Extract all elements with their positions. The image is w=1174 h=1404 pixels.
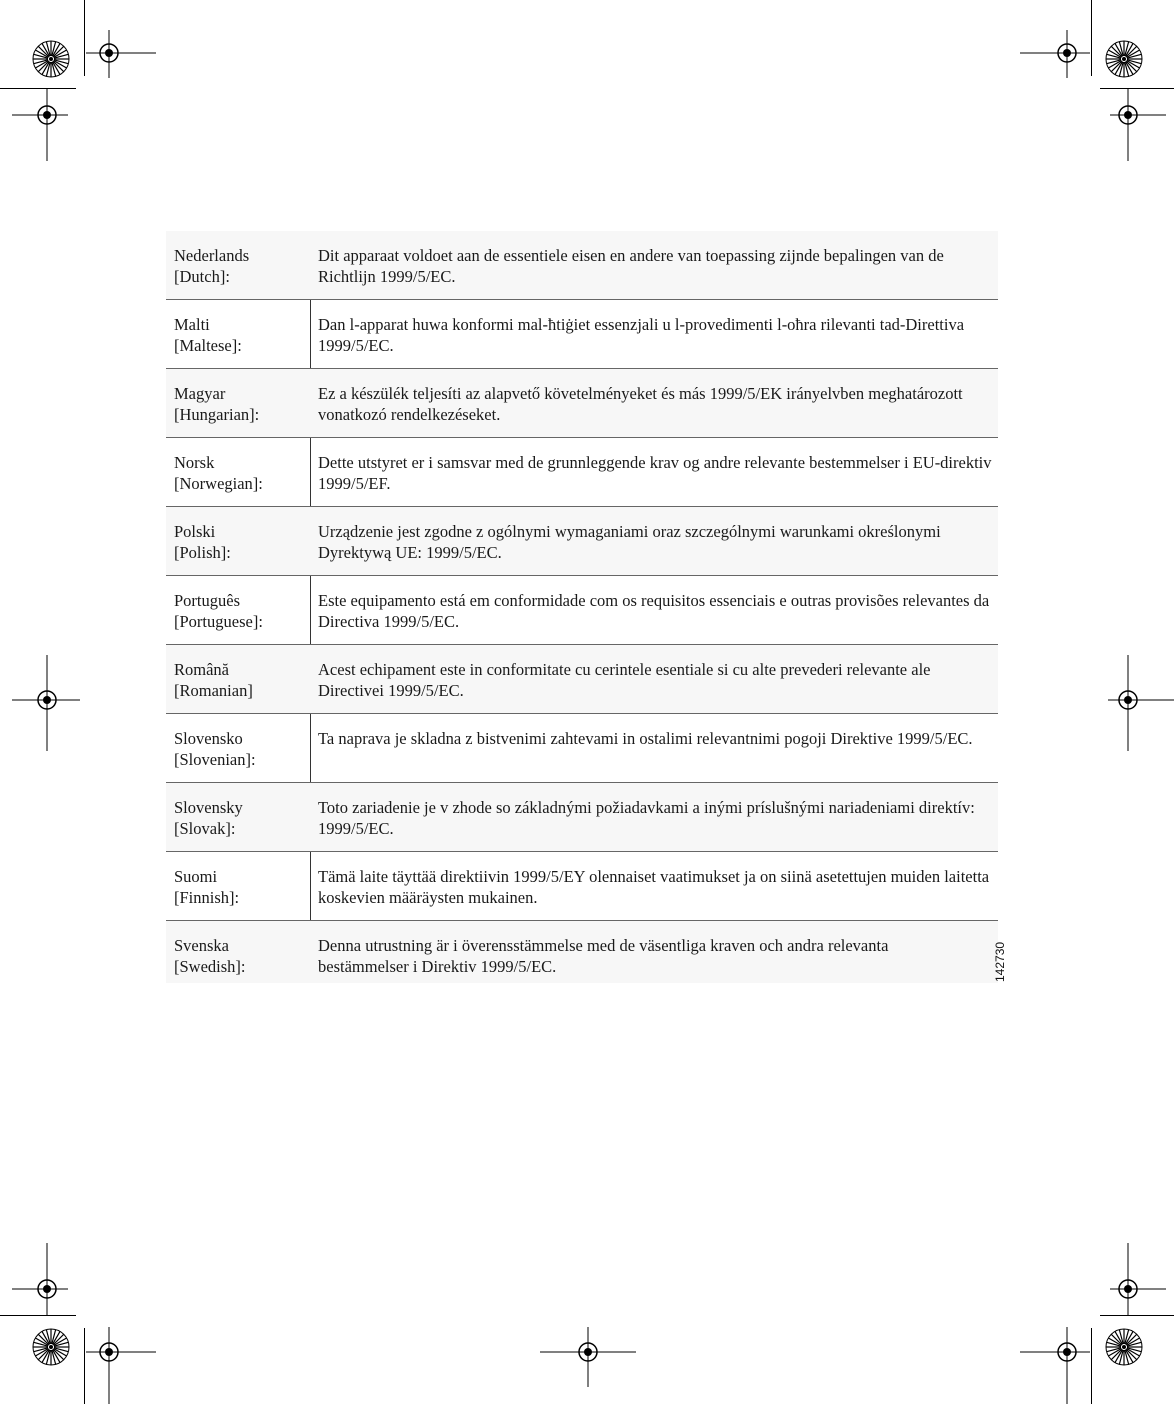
figure-id: 142730 <box>993 941 1007 982</box>
starburst-target-icon <box>1104 1327 1144 1367</box>
language-cell <box>174 245 304 287</box>
declaration-text: Urządzenie jest zgodne z ogólnymi wymaganiami oraz szczególnymi warunkami określonymi Dyrektywą UE: 1999/5/EC. <box>318 522 941 562</box>
registration-mark-icon <box>12 655 82 751</box>
registration-mark-icon <box>540 1327 636 1387</box>
crop-line <box>0 1315 76 1316</box>
language-cell <box>174 590 304 632</box>
declaration-text: Dan l-apparat huwa konformi mal-ħtiġiet essenzjali u l-provedimenti l-oħra rilevanti tad-Direttiva 1999/5/EC. <box>318 315 965 355</box>
language-english: [Romanian] <box>174 681 253 700</box>
registration-mark-icon <box>1104 655 1174 751</box>
table-row <box>166 714 998 783</box>
language-name: Svenska <box>174 936 229 955</box>
registration-mark-icon <box>12 89 82 161</box>
table-row <box>166 645 998 714</box>
registration-mark-icon <box>1020 30 1090 78</box>
language-english: [Hungarian]: <box>174 405 260 424</box>
crop-line <box>1100 88 1174 89</box>
declaration-text: Ta naprava je skladna z bistvenimi zahtevami in ostalimi relevantnimi pogoji Direktive 1999/5/EC. <box>318 729 973 748</box>
language-name: Nederlands <box>174 246 250 265</box>
table-row <box>166 783 998 852</box>
language-cell <box>174 521 304 563</box>
language-name: Slovensko <box>174 729 243 748</box>
declaration-text: Dette utstyret er i samsvar med de grunnleggende krav og andre relevante bestemmelser i EU-direktiv 1999/5/EF. <box>318 453 992 493</box>
language-name: Polski <box>174 522 216 541</box>
registration-mark-icon <box>12 1243 82 1315</box>
language-cell <box>174 383 304 425</box>
declaration-text: Tämä laite täyttää direktiivin 1999/5/EY olennaiset vaatimukset ja on siinä asetettujen muiden laitetta koskevien määräysten mukainen. <box>318 867 990 907</box>
registration-mark-icon <box>1020 1327 1090 1404</box>
language-name: Norsk <box>174 453 215 472</box>
language-english: [Slovak]: <box>174 819 236 838</box>
table-row <box>166 438 998 507</box>
language-cell <box>174 659 304 701</box>
language-english: [Swedish]: <box>174 957 246 976</box>
declaration-text: Denna utrustning är i överensstämmelse med de väsentliga kraven och andra relevanta bestämmelser i Direktiv 1999/5/EC. <box>318 936 889 976</box>
declaration-text: Este equipamento está em conformidade com os requisitos essenciais e outras provisões relevantes da Directiva 1999/5/EC. <box>318 591 990 631</box>
language-english: [Slovenian]: <box>174 750 256 769</box>
table-row <box>166 576 998 645</box>
table-row <box>166 921 998 983</box>
starburst-target-icon <box>31 39 71 79</box>
language-name: Suomi <box>174 867 218 886</box>
crop-line <box>1091 1328 1092 1404</box>
crop-line <box>1091 0 1092 76</box>
language-english: [Dutch]: <box>174 267 230 286</box>
crop-line <box>1100 1315 1174 1316</box>
table-row <box>166 231 998 300</box>
language-cell <box>174 797 304 839</box>
starburst-target-icon <box>1104 39 1144 79</box>
crop-line <box>84 1328 85 1404</box>
registration-mark-icon <box>86 30 156 78</box>
language-english: [Finnish]: <box>174 888 240 907</box>
table-row <box>166 369 998 438</box>
language-cell <box>174 728 304 770</box>
declaration-table <box>166 231 998 983</box>
declaration-text: Dit apparaat voldoet aan de essentiele eisen en andere van toepassing zijnde bepalingen van de Richtlijn 1999/5/EC. <box>318 246 944 286</box>
starburst-target-icon <box>31 1327 71 1367</box>
language-english: [Portuguese]: <box>174 612 263 631</box>
language-english: [Polish]: <box>174 543 231 562</box>
registration-mark-icon <box>1104 1243 1174 1315</box>
declaration-text: Toto zariadenie je v zhode so základnými požiadavkami a inými príslušnými nariadeniami direktív: 1999/5/EC. <box>318 798 975 838</box>
registration-mark-icon <box>86 1327 156 1404</box>
language-name: Magyar <box>174 384 226 403</box>
language-name: Română <box>174 660 229 679</box>
language-cell <box>174 935 304 977</box>
table-row <box>166 507 998 576</box>
language-english: [Norwegian]: <box>174 474 263 493</box>
language-name: Português <box>174 591 240 610</box>
crop-line <box>84 0 85 76</box>
table-row <box>166 300 998 369</box>
language-name: Malti <box>174 315 210 334</box>
declaration-text: Ez a készülék teljesíti az alapvető követelményeket és más 1999/5/EK irányelvben meghatározott vonatkozó rendelkezéseket. <box>318 384 963 424</box>
declaration-text: Acest echipament este in conformitate cu cerintele esentiale si cu alte prevederi relevante ale Directivei 1999/5/EC. <box>318 660 931 700</box>
language-name: Slovensky <box>174 798 243 817</box>
language-cell <box>174 314 304 356</box>
table-row <box>166 852 998 921</box>
language-cell <box>174 452 304 494</box>
language-cell <box>174 866 304 908</box>
language-english: [Maltese]: <box>174 336 242 355</box>
crop-line <box>0 88 76 89</box>
registration-mark-icon <box>1104 89 1174 161</box>
